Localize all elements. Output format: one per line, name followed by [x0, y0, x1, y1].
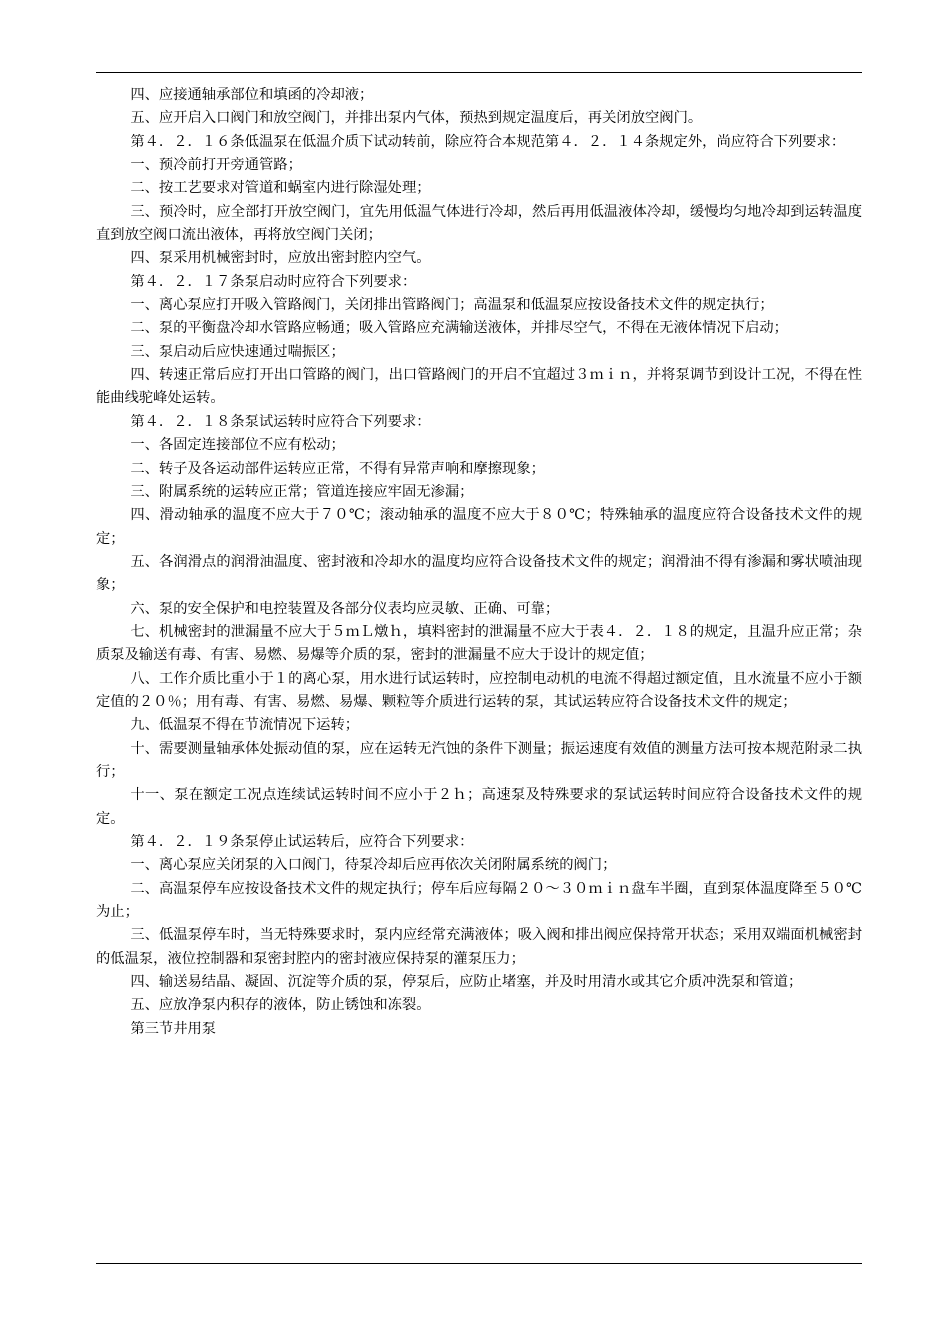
paragraph: 四、应接通轴承部位和填函的冷却液；: [130, 87, 374, 103]
section-heading: 第三节井用泵: [130, 1020, 217, 1037]
document-body: [96, 84, 862, 1041]
paragraph: 一、各固定连接部位不应有松动；: [130, 437, 345, 454]
paragraph: 一、离心泵应打开吸入管路阀门，关闭排出管路阀门；高温泵和低温泵应按设备技术文件的规定执行；: [130, 297, 774, 314]
clause-heading: 第４．２．１８条泵试运转时应符合下列要求：: [130, 413, 431, 430]
paragraph: 二、高温泵停车应按设备技术文件的规定执行；停车后应每隔２０～３０ｍｉｎ盘车半圈，直到泵体温度降至５０℃为止；: [96, 880, 862, 921]
paragraph: 三、预冷时，应全部打开放空阀门，宜先用低温气体进行冷却，然后再用低温液体冷却，缓慢均匀地冷却到运转温度直到放空阀口流出液体，再将放空阀门关闭；: [96, 203, 862, 244]
paragraph: 四、输送易结晶、凝固、沉淀等介质的泵，停泵后，应防止堵塞，并及时用清水或其它介质冲洗泵和管道；: [130, 974, 803, 991]
paragraph: 七、机械密封的泄漏量不应大于５ｍＬ燉ｈ，填料密封的泄漏量不应大于表４．２．１８的规定，且温升应正常；杂质泵及输送有毒、有害、易燃、易爆等介质的泵，密封的泄漏量不应大于设计的规定值；: [96, 623, 862, 664]
paragraph: 八、工作介质比重小于１的离心泵，用水进行试运转时，应控制电动机的电流不得超过额定值，且水流量不应小于额定值的２０％；用有毒、有害、易燃、易爆、颗粒等介质进行运转的泵，其试运转应符合设备技术文件的规定；: [96, 670, 862, 710]
paragraph: 四、转速正常后应打开出口管路的阀门，出口管路阀门的开启不宜超过３ｍｉｎ，并将泵调节到设计工况，不得在性能曲线驼峰处运转。: [96, 367, 862, 407]
paragraph: 五、各润滑点的润滑油温度、密封液和冷却水的温度均应符合设备技术文件的规定；润滑油不得有渗漏和雾状喷油现象；: [96, 553, 862, 594]
paragraph: 六、泵的安全保护和电控装置及各部分仪表均应灵敏、正确、可靠；: [130, 600, 560, 617]
paragraph: 四、泵采用机械密封时，应放出密封腔内空气。: [130, 250, 431, 267]
paragraph: 一、离心泵应关闭泵的入口阀门，待泵冷却后应再依次关闭附属系统的阀门；: [130, 857, 617, 874]
footer-rule: [96, 1263, 862, 1264]
clause-heading: 第４．２．１９条泵停止试运转后，应符合下列要求：: [130, 834, 474, 850]
paragraph: 三、低温泵停车时，当无特殊要求时，泵内应经常充满液体；吸入阀和排出阀应保持常开状态；采用双端面机械密封的低温泵，液位控制器和泵密封腔内的密封液应保持泵的灌泵压力；: [96, 927, 862, 967]
paragraph: 三、附属系统的运转应正常；管道连接应牢固无渗漏；: [130, 483, 474, 500]
paragraph: 五、应放净泵内积存的液体，防止锈蚀和冻裂。: [130, 997, 431, 1014]
paragraph: 五、应开启入口阀门和放空阀门，并排出泵内气体，预热到规定温度后，再关闭放空阀门。: [130, 110, 703, 127]
paragraph: 九、低温泵不得在节流情况下运转；: [130, 717, 360, 734]
paragraph: 一、预冷前打开旁通管路；: [130, 157, 302, 174]
paragraph: 三、泵启动后应快速通过喘振区；: [130, 343, 345, 360]
paragraph: 二、按工艺要求对管道和蜗室内进行除湿处理；: [130, 180, 431, 197]
paragraph: 二、泵的平衡盘冷却水管路应畅通；吸入管路应充满输送液体，并排尽空气，不得在无液体情况下启动；: [130, 320, 788, 337]
paragraph: 十一、泵在额定工况点连续试运转时间不应小于２ｈ；高速泵及特殊要求的泵试运转时间应符合设备技术文件的规定。: [96, 787, 862, 827]
clause-heading: 第４．２．１６条低温泵在低温介质下试动转前，除应符合本规范第４．２．１４条规定外，尚应符合下列要求：: [130, 133, 846, 150]
clause-heading: 第４．２．１７条泵启动时应符合下列要求：: [130, 273, 417, 290]
paragraph: 十、需要测量轴承体处振动值的泵，应在运转无汽蚀的条件下测量；振运速度有效值的测量方法可按本规范附录二执行；: [96, 740, 862, 780]
paragraph: 二、转子及各运动部件运转应正常，不得有异常声响和摩擦现象；: [130, 460, 545, 477]
paragraph: 四、滑动轴承的温度不应大于７０℃；滚动轴承的温度不应大于８０℃；特殊轴承的温度应符合设备技术文件的规定；: [96, 507, 862, 547]
header-rule: [96, 72, 862, 73]
